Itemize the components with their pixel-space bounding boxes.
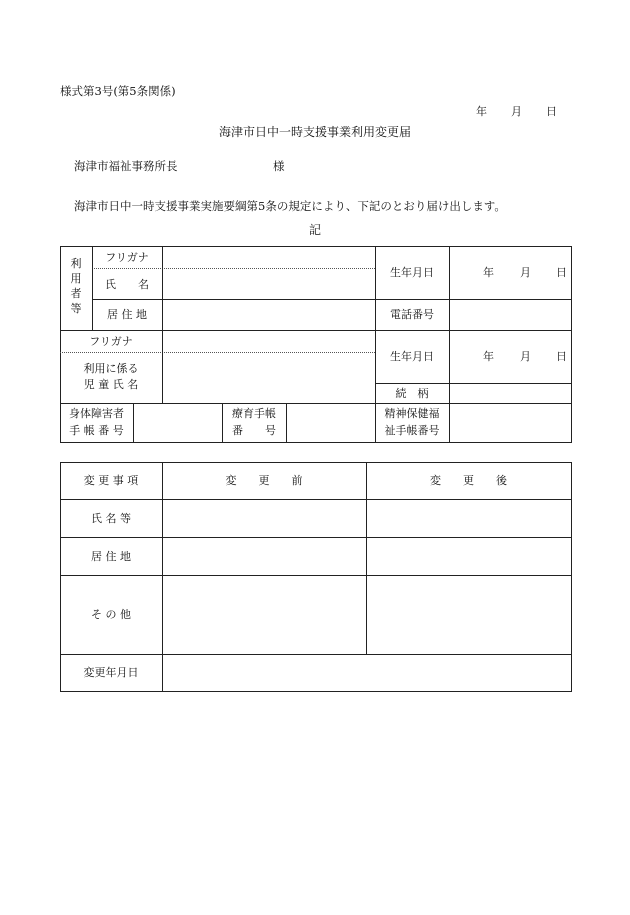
user-group-char: 利 (70, 257, 82, 270)
after-change-header: 変 更 後 (430, 474, 507, 487)
user-group-char: 等 (70, 302, 82, 315)
address-before-field[interactable] (163, 538, 365, 574)
birth-year-label: 年 (483, 266, 494, 279)
other-before-field[interactable] (163, 576, 365, 653)
physical-disability-label-line1: 身体障害者 (69, 407, 124, 420)
child-furigana-field[interactable] (163, 331, 374, 351)
mental-health-label-line2: 祉手帳番号 (384, 424, 440, 437)
form-title: 海津市日中一時支援事業利用変更届 (218, 125, 411, 139)
child-name-label-line1: 利用に係る (83, 362, 139, 375)
child-birth-day-label: 日 (556, 350, 567, 363)
ryoiku-label-line1: 療育手帳 (232, 407, 276, 420)
user-group-char: 者 (70, 287, 82, 300)
user-group-char: 用 (70, 272, 82, 285)
change-item-header: 変 更 事 項 (83, 474, 139, 487)
birth-day-label: 日 (556, 266, 567, 279)
phone-label: 電話番号 (390, 308, 434, 321)
birthdate-field[interactable] (450, 247, 571, 298)
address-label: 居 住 地 (107, 308, 147, 321)
child-birthdate-field[interactable] (450, 331, 571, 382)
ryoiku-label-line2: 番 号 (232, 424, 276, 437)
date-year-label: 年 (476, 105, 487, 118)
mental-health-label-line1: 精神保健福 (384, 407, 440, 420)
furigana-label: フリガナ (105, 251, 149, 264)
birth-month-label: 月 (520, 266, 531, 279)
change-row-other-label: そ の 他 (91, 608, 131, 621)
date-month-label: 月 (511, 105, 522, 118)
furigana-field[interactable] (163, 247, 374, 267)
name-after-field[interactable] (367, 500, 571, 536)
form-number: 様式第3号(第5条関係) (60, 84, 176, 98)
child-name-label-line2: 児 童 氏 名 (83, 378, 139, 391)
child-furigana-label: フリガナ (89, 335, 133, 348)
change-row-name-label: 氏 名 等 (91, 512, 131, 525)
change-row-address-label: 居 住 地 (91, 550, 131, 563)
child-birth-year-label: 年 (483, 350, 494, 363)
honorific: 様 (273, 159, 285, 173)
name-field[interactable] (163, 270, 374, 298)
child-birthdate-label: 生年月日 (390, 350, 434, 363)
intro-text: 海津市日中一時支援事業実施要綱第5条の規定により、下記のとおり届け出します。 (74, 199, 506, 213)
before-change-header: 変 更 前 (225, 474, 303, 487)
change-date-field[interactable] (163, 655, 571, 691)
name-label: 氏 名 (105, 278, 149, 291)
relationship-label: 続 柄 (395, 387, 429, 400)
name-before-field[interactable] (163, 500, 365, 536)
physical-disability-number-field[interactable] (134, 404, 221, 442)
address-field[interactable] (163, 300, 374, 329)
phone-field[interactable] (450, 300, 571, 329)
child-name-field[interactable] (163, 354, 374, 402)
user-group-label (60, 256, 92, 316)
ki-label: 記 (308, 223, 321, 237)
ryoiku-number-field[interactable] (287, 404, 374, 442)
mental-health-number-field[interactable] (450, 404, 571, 442)
addressee: 海津市福祉事務所長 (74, 159, 178, 173)
change-date-label: 変更年月日 (83, 666, 139, 679)
other-after-field[interactable] (367, 576, 571, 653)
physical-disability-label-line2: 手 帳 番 号 (69, 424, 124, 437)
child-birth-month-label: 月 (520, 350, 531, 363)
address-after-field[interactable] (367, 538, 571, 574)
birthdate-label: 生年月日 (390, 266, 434, 279)
relationship-field[interactable] (450, 384, 571, 402)
date-day-label: 日 (546, 105, 557, 118)
